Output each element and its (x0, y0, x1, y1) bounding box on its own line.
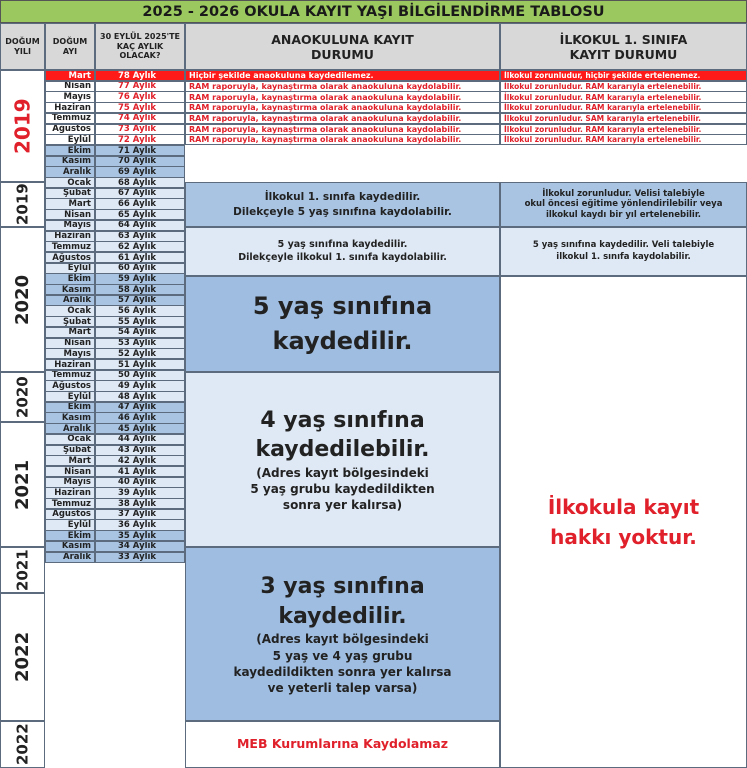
b5-line5: kaydedildikten sonra yer kalırsa (233, 664, 452, 679)
age-cell: 35 Aylık (95, 530, 185, 541)
ram-preschool-cell: RAM raporuyla, kaynaştırma olarak anaokuluna kaydolabilir. (185, 102, 500, 113)
age-cell: 51 Aylık (95, 359, 185, 370)
month-cell: Mayıs (45, 348, 95, 359)
ram-primary-cell: İlkokul zorunludur. SAM kararıyla ertelenebilir. (500, 113, 747, 124)
month-cell: Nisan (45, 338, 95, 349)
age-cell: 67 Aylık (95, 188, 185, 199)
age-cell: 68 Aylık (95, 177, 185, 188)
block-preschool-b6: MEB Kurumlarına Kaydolamaz (185, 721, 500, 768)
b3-line1: 5 yaş sınıfına (252, 292, 433, 321)
header-birth-year: DOĞUM YILI (0, 23, 45, 70)
age-cell: 50 Aylık (95, 370, 185, 381)
ram-preschool-cell: Hiçbir şekilde anaokuluna kaydedilemez. (185, 70, 500, 81)
b1-pri-line3: ilkokul kaydı bir yıl ertelenebilir. (545, 209, 702, 220)
month-cell: Haziran (45, 359, 95, 370)
header-birth-month: DOĞUM AYI (45, 23, 95, 70)
month-cell: Eylül (45, 134, 95, 145)
age-cell: 39 Aylık (95, 487, 185, 498)
age-cell: 65 Aylık (95, 209, 185, 220)
b2-pri-line1: 5 yaş sınıfına kaydedilir. Veli talebiyle (532, 240, 715, 251)
month-cell: Temmuz (45, 370, 95, 381)
age-cell: 34 Aylık (95, 541, 185, 552)
year-cell: 2022 (0, 721, 45, 768)
age-cell: 59 Aylık (95, 273, 185, 284)
age-cell: 55 Aylık (95, 316, 185, 327)
b5-line6: ve yeterli talep varsa) (267, 680, 418, 695)
month-cell: Ekim (45, 530, 95, 541)
month-cell: Haziran (45, 102, 95, 113)
b1-pri-line1: İlkokul zorunludur. Velisi talebiyle (542, 188, 705, 199)
age-cell: 64 Aylık (95, 220, 185, 231)
month-cell: Aralık (45, 295, 95, 306)
month-cell: Haziran (45, 231, 95, 242)
b5-line2: kaydedilir. (278, 603, 407, 629)
month-cell: Temmuz (45, 498, 95, 509)
ram-primary-cell: İlkokul zorunludur. RAM kararıyla ertelenebilir. (500, 134, 747, 145)
year-cell: 2020 (0, 227, 45, 372)
table-title: 2025 - 2026 OKULA KAYIT YAŞI BİLGİLENDİRME TABLOSU (0, 0, 747, 23)
age-cell: 47 Aylık (95, 402, 185, 413)
age-cell: 77 Aylık (95, 81, 185, 92)
header-primary-status: İLKOKUL 1. SINIFA KAYIT DURUMU (500, 23, 747, 70)
b5-line1: 3 yaş sınıfına (260, 573, 425, 599)
month-cell: Ekim (45, 273, 95, 284)
b4-line4: 5 yaş grubu kaydedildikten (250, 482, 435, 497)
age-cell: 56 Aylık (95, 305, 185, 316)
year-cell: 2022 (0, 593, 45, 721)
age-cell: 62 Aylık (95, 241, 185, 252)
month-cell: Kasım (45, 412, 95, 423)
month-cell: Aralık (45, 552, 95, 563)
month-cell: Ağustos (45, 252, 95, 263)
age-cell: 44 Aylık (95, 434, 185, 445)
month-cell: Eylül (45, 263, 95, 274)
ram-primary-cell: İlkokul zorunludur. RAM kararıyla ertelenebilir. (500, 124, 747, 135)
age-cell: 36 Aylık (95, 519, 185, 530)
age-cell: 60 Aylık (95, 263, 185, 274)
age-cell: 40 Aylık (95, 477, 185, 488)
age-cell: 74 Aylık (95, 113, 185, 124)
age-cell: 48 Aylık (95, 391, 185, 402)
b4-line5: sonra yer kalırsa) (282, 498, 403, 513)
age-cell: 57 Aylık (95, 295, 185, 306)
month-cell: Ağustos (45, 509, 95, 520)
age-cell: 69 Aylık (95, 166, 185, 177)
month-cell: Mart (45, 70, 95, 81)
month-cell: Nisan (45, 81, 95, 92)
month-cell: Ekim (45, 402, 95, 413)
age-cell: 58 Aylık (95, 284, 185, 295)
age-cell: 41 Aylık (95, 466, 185, 477)
month-cell: Şubat (45, 445, 95, 456)
month-cell: Mayıs (45, 220, 95, 231)
month-cell: Eylül (45, 519, 95, 530)
age-cell: 71 Aylık (95, 145, 185, 156)
header-age-at-date: 30 EYLÜL 2025'TE KAÇ AYLIK OLACAK? (95, 23, 185, 70)
year-cell: 2019 (0, 182, 45, 227)
age-cell: 76 Aylık (95, 91, 185, 102)
ram-primary-cell: İlkokul zorunludur, hiçbir şekilde ertelenemez. (500, 70, 747, 81)
block-preschool-b2 (185, 227, 500, 276)
month-cell: Ocak (45, 305, 95, 316)
b3-line2: kaydedilir. (272, 327, 413, 355)
block-primary-b1 (500, 182, 747, 227)
age-cell: 66 Aylık (95, 198, 185, 209)
header-preschool-status: ANAOKULUNA KAYIT DURUMU (185, 23, 500, 70)
month-cell: Şubat (45, 188, 95, 199)
year-cell: 2020 (0, 372, 45, 422)
year-cell: 2021 (0, 422, 45, 547)
b1-pri-line2: okul öncesi eğitime yönlendirilebilir veya (524, 199, 723, 210)
age-cell: 38 Aylık (95, 498, 185, 509)
ram-preschool-cell: RAM raporuyla, kaynaştırma olarak anaokuluna kaydolabilir. (185, 134, 500, 145)
ram-primary-cell: İlkokul zorunludur. RAM kararıyla ertelenebilir. (500, 102, 747, 113)
month-cell: Ekim (45, 145, 95, 156)
month-cell: Kasım (45, 156, 95, 167)
month-cell: Eylül (45, 391, 95, 402)
block-preschool-b5 (185, 547, 500, 721)
ram-primary-cell: İlkokul zorunludur. RAM kararıyla ertelenebilir. (500, 81, 747, 92)
month-cell: Mart (45, 198, 95, 209)
month-cell: Mayıs (45, 477, 95, 488)
month-cell: Ağustos (45, 380, 95, 391)
month-cell: Temmuz (45, 113, 95, 124)
age-cell: 43 Aylık (95, 445, 185, 456)
age-cell: 49 Aylık (95, 380, 185, 391)
block-preschool-b4 (185, 372, 500, 547)
ram-preschool-cell: RAM raporuyla, kaynaştırma olarak anaokuluna kaydolabilir. (185, 124, 500, 135)
ram-primary-cell: İlkokul zorunludur. RAM kararıyla ertelenebilir. (500, 91, 747, 102)
month-cell: Nisan (45, 209, 95, 220)
month-cell: Ağustos (45, 124, 95, 135)
ram-preschool-cell: RAM raporuyla, kaynaştırma olarak anaokuluna kaydolabilir. (185, 113, 500, 124)
age-cell: 61 Aylık (95, 252, 185, 263)
month-cell: Temmuz (45, 241, 95, 252)
b4-line1: 4 yaş sınıfına (260, 407, 425, 433)
ram-preschool-cell: RAM raporuyla, kaynaştırma olarak anaokuluna kaydolabilir. (185, 81, 500, 92)
age-cell: 45 Aylık (95, 423, 185, 434)
age-cell: 63 Aylık (95, 231, 185, 242)
b1-pre-line2: Dilekçeyle 5 yaş sınıfına kaydolabilir. (233, 205, 452, 218)
b5-line4: 5 yaş ve 4 yaş grubu (272, 648, 413, 663)
b5-line3: (Adres kayıt bölgesindeki (256, 632, 429, 647)
month-cell: Mart (45, 327, 95, 338)
age-cell: 33 Aylık (95, 552, 185, 563)
block-preschool-b1 (185, 182, 500, 227)
age-cell: 78 Aylık (95, 70, 185, 81)
b4-line3: (Adres kayıt bölgesindeki (256, 465, 429, 480)
age-cell: 72 Aylık (95, 134, 185, 145)
month-cell: Nisan (45, 466, 95, 477)
ram-preschool-cell: RAM raporuyla, kaynaştırma olarak anaokuluna kaydolabilir. (185, 91, 500, 102)
age-cell: 42 Aylık (95, 455, 185, 466)
month-cell: Ocak (45, 177, 95, 188)
month-cell: Şubat (45, 316, 95, 327)
year-cell: 2021 (0, 547, 45, 593)
age-cell: 37 Aylık (95, 509, 185, 520)
month-cell: Kasım (45, 541, 95, 552)
month-cell: Aralık (45, 166, 95, 177)
age-cell: 53 Aylık (95, 338, 185, 349)
month-cell: Haziran (45, 487, 95, 498)
month-cell: Ocak (45, 434, 95, 445)
b2-pre-line1: 5 yaş sınıfına kaydedilir. (277, 238, 408, 250)
age-cell: 54 Aylık (95, 327, 185, 338)
age-cell: 73 Aylık (95, 124, 185, 135)
month-cell: Aralık (45, 423, 95, 434)
month-cell: Mayıs (45, 91, 95, 102)
block-primary-b2 (500, 227, 747, 276)
b2-pre-line2: Dilekçeyle ilkokul 1. sınıfa kaydolabilir. (238, 251, 447, 263)
age-cell: 75 Aylık (95, 102, 185, 113)
no-right-line2: hakkı yoktur. (550, 525, 697, 549)
month-cell: Kasım (45, 284, 95, 295)
b2-pri-line2: ilkokul 1. sınıfa kaydolabilir. (556, 251, 691, 262)
no-right-line1: İlkokula kayıt (547, 495, 700, 519)
age-cell: 52 Aylık (95, 348, 185, 359)
block-primary-no-right (500, 276, 747, 768)
b1-pre-line1: İlkokul 1. sınıfa kaydedilir. (264, 191, 421, 204)
month-cell: Mart (45, 455, 95, 466)
age-cell: 70 Aylık (95, 156, 185, 167)
block-preschool-b3 (185, 276, 500, 372)
age-cell: 46 Aylık (95, 412, 185, 423)
b4-line2: kaydedilebilir. (255, 437, 430, 463)
year-cell: 2019 (0, 70, 45, 182)
